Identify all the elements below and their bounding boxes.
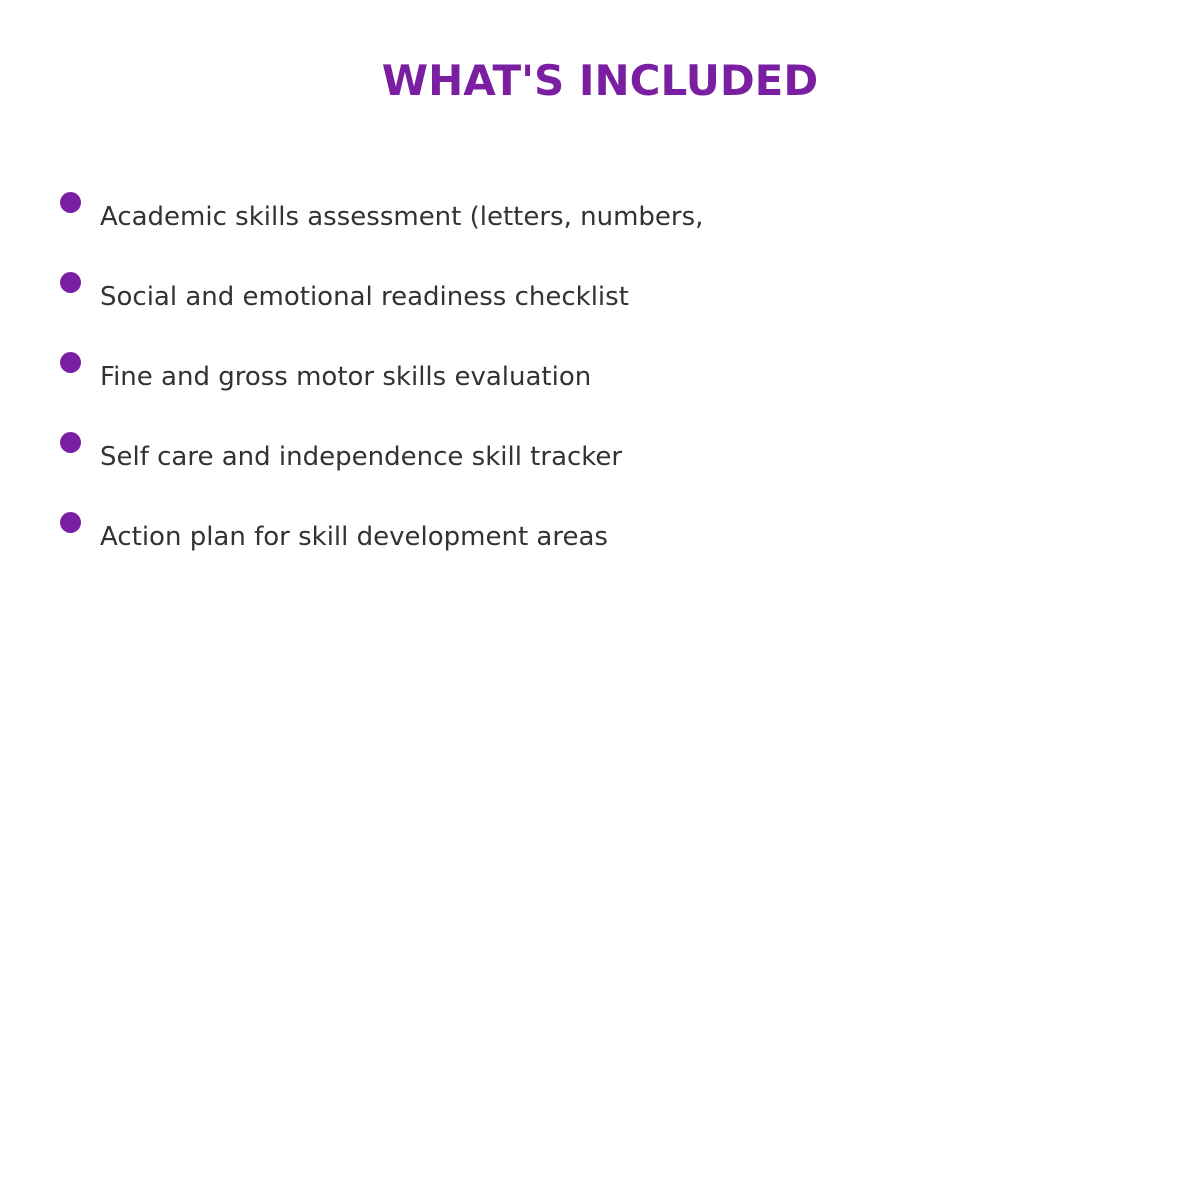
list-item-label: Academic skills assessment (letters, numbers, <box>100 202 704 232</box>
list-item <box>60 512 1060 592</box>
list-item-label: Social and emotional readiness checklist <box>100 282 629 312</box>
bullet-dot-icon <box>60 352 81 373</box>
list-item <box>60 352 1060 432</box>
bullet-dot-icon <box>60 432 81 453</box>
bullet-dot-icon <box>60 272 81 293</box>
list-item <box>60 432 1060 512</box>
list-item-label: Self care and independence skill tracker <box>100 442 623 472</box>
bullet-dot-icon <box>60 192 81 213</box>
list-item-label: Action plan for skill development areas <box>100 522 608 552</box>
list-item <box>60 272 1060 352</box>
list-item <box>60 192 1060 272</box>
bullet-dot-icon <box>60 512 81 533</box>
included-list <box>60 192 1060 592</box>
page-title: WHAT'S INCLUDED <box>381 56 819 105</box>
list-item-label: Fine and gross motor skills evaluation <box>100 362 592 392</box>
